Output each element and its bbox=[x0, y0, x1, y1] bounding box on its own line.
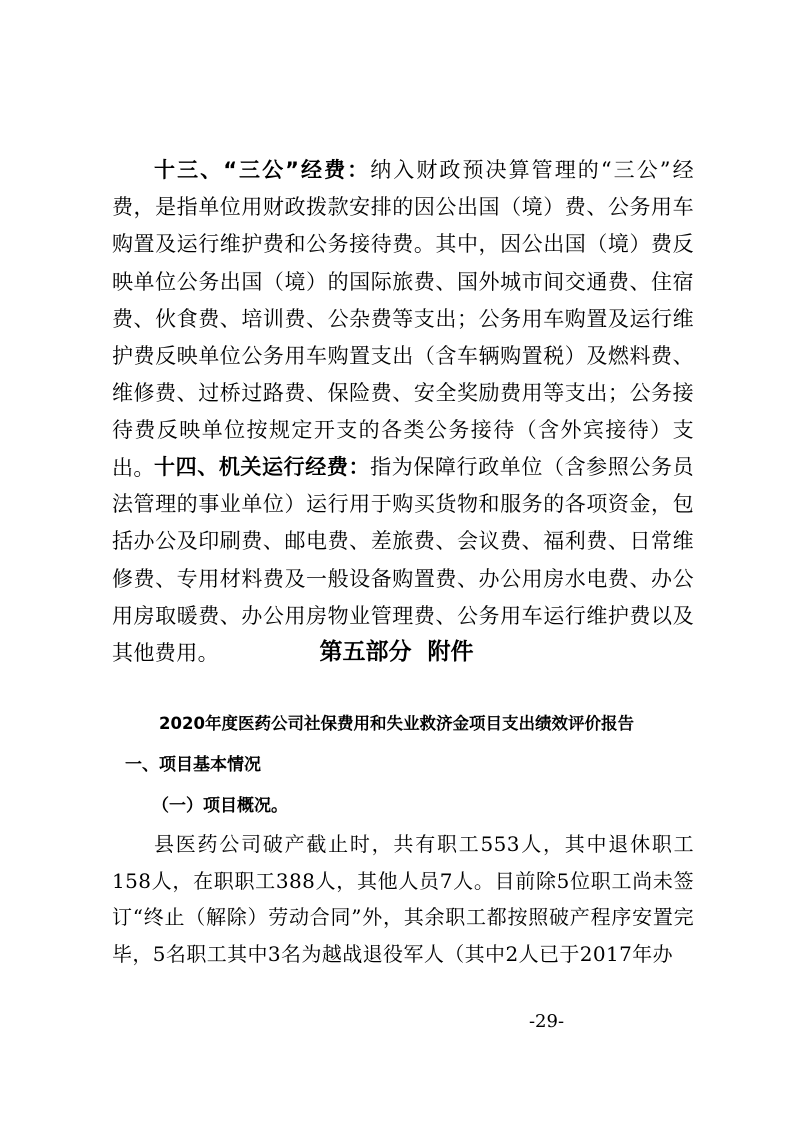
section-14-heading: 十四、机关运行经费： bbox=[154, 455, 371, 479]
part-title: 第五部分 附件 bbox=[319, 639, 474, 665]
section-13-heading: 十三、“三公”经费： bbox=[154, 158, 371, 182]
page-number: -29- bbox=[528, 1011, 565, 1032]
section-14-body: 指为保障行政单位（含参照公务员法管理的事业单位）运行用于购买货物和服务的各项资金，包括办公及印刷费、邮电费、差旅费、会议费、福利费、日常维修费、专用材料费及一般设备购置费、办公用房水电费、办公用房取暖费、办公用房物业管理费、公务用车运行维护费以及其他费用。 bbox=[112, 455, 695, 666]
overview-paragraph: 县医药公司破产截止时，共有职工553人，其中退休职工158人，在职职工388人，其他人员7人。目前除5位职工尚未签订“终止（解除）劳动合同”外，其余职工都按照破产程序安置完毕，5名职工其中3名为越战退役军人（其中2人已于2017年办 bbox=[112, 832, 694, 966]
section-13-body: 纳入财政预决算管理的“三公”经费，是指单位用财政拨款安排的因公出国（境）费、公务用车购置及运行维护费和公务接待费。其中，因公出国（境）费反映单位公务出国（境）的国际旅费、国外城市间交通费、住宿费、伙食费、培训费、公杂费等支出；公务用车购置及运行维护费反映单位公务用车购置支出（含车辆购置税）及燃料费、维修费、过桥过路费、保险费、安全奖励费用等支出；公务接待费反映单位按规定开支的各类公务接待（含外宾接待）支出。 bbox=[112, 158, 694, 480]
heading-basic-info: 一、项目基本情况 bbox=[125, 755, 261, 775]
report-title: 2020年度医药公司社保费用和失业救济金项目支出绩效评价报告 bbox=[159, 714, 634, 733]
section-13-paragraph bbox=[112, 152, 694, 487]
heading-project-overview: （一）项目概况。 bbox=[152, 796, 288, 816]
